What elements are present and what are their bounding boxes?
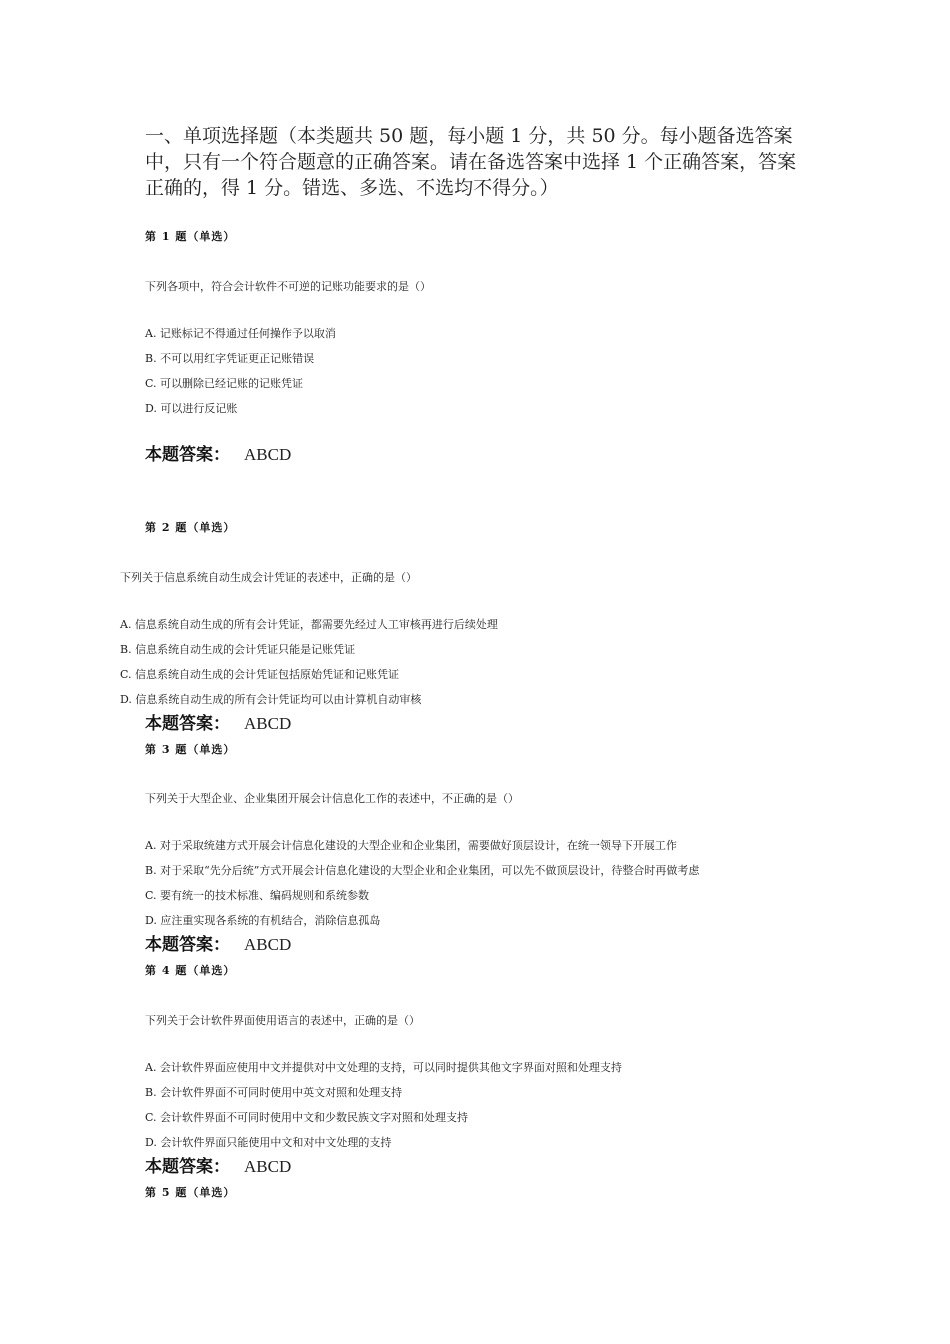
question-1-option-d: D. 可以进行反记账 — [145, 402, 238, 415]
answer-value: ABCD — [244, 1157, 292, 1176]
question-2-option-a: A. 信息系统自动生成的所有会计凭证，都需要先经过人工审核再进行后续处理 — [120, 618, 498, 631]
section-title: 一、单项选择题（本类题共 50 题，每小题 1 分，共 50 分。每小题备选答案中，只有一个符合题意的正确答案。请在备选答案中选择 1 个正确答案，答案正确的，得 1 分。错选、多选、不选均不得分。） — [145, 125, 797, 199]
answer-value: ABCD — [244, 445, 292, 464]
question-2-heading: 第 2 题（单选） — [145, 521, 236, 534]
question-4-option-b: B. 会计软件界面不可同时使用中英文对照和处理支持 — [145, 1086, 403, 1099]
question-4-option-a: A. 会计软件界面应使用中文并提供对中文处理的支持，可以同时提供其他文字界面对照和处理支持 — [145, 1061, 622, 1074]
question-2-option-d: D. 信息系统自动生成的所有会计凭证均可以由计算机自动审核 — [120, 693, 422, 706]
answer-label: 本题答案： — [145, 935, 230, 955]
question-1-option-b: B. 不可以用红字凭证更正记账错误 — [145, 352, 315, 365]
question-1-option-a: A. 记账标记不得通过任何操作予以取消 — [145, 327, 336, 340]
question-3-option-d: D. 应注重实现各系统的有机结合，消除信息孤岛 — [145, 914, 381, 927]
question-4-heading: 第 4 题（单选） — [145, 964, 236, 977]
question-1-answer — [145, 445, 291, 465]
question-2-option-c: C. 信息系统自动生成的会计凭证包括原始凭证和记账凭证 — [120, 668, 400, 681]
answer-value: ABCD — [244, 714, 292, 733]
question-3-answer — [145, 935, 291, 955]
answer-label: 本题答案： — [145, 714, 230, 734]
question-4-option-c: C. 会计软件界面不可同时使用中文和少数民族文字对照和处理支持 — [145, 1111, 469, 1124]
question-3-stem: 下列关于大型企业、企业集团开展会计信息化工作的表述中，不正确的是（） — [145, 792, 519, 805]
question-1-stem: 下列各项中，符合会计软件不可逆的记账功能要求的是（） — [145, 280, 431, 293]
question-3-option-c: C. 要有统一的技术标准、编码规则和系统参数 — [145, 889, 370, 902]
question-5-heading: 第 5 题（单选） — [145, 1186, 236, 1199]
question-3-option-b: B. 对于采取“先分后统”方式开展会计信息化建设的大型企业和企业集团，可以先不做顶层设计，待整合时再做考虑 — [145, 864, 700, 877]
question-4-answer — [145, 1157, 291, 1177]
question-4-option-d: D. 会计软件界面只能使用中文和对中文处理的支持 — [145, 1136, 392, 1149]
question-4-stem: 下列关于会计软件界面使用语言的表述中，正确的是（） — [145, 1014, 420, 1027]
answer-value: ABCD — [244, 935, 292, 954]
question-1-option-c: C. 可以删除已经记账的记账凭证 — [145, 377, 304, 390]
question-2-stem: 下列关于信息系统自动生成会计凭证的表述中，正确的是（） — [120, 571, 417, 584]
answer-label: 本题答案： — [145, 445, 230, 465]
answer-label: 本题答案： — [145, 1157, 230, 1177]
question-1-heading: 第 1 题（单选） — [145, 230, 236, 243]
question-3-heading: 第 3 题（单选） — [145, 743, 236, 756]
question-3-option-a: A. 对于采取统建方式开展会计信息化建设的大型企业和企业集团，需要做好顶层设计，在统一领导下开展工作 — [145, 839, 677, 852]
question-2-answer — [145, 714, 291, 734]
question-2-option-b: B. 信息系统自动生成的会计凭证只能是记账凭证 — [120, 643, 356, 656]
